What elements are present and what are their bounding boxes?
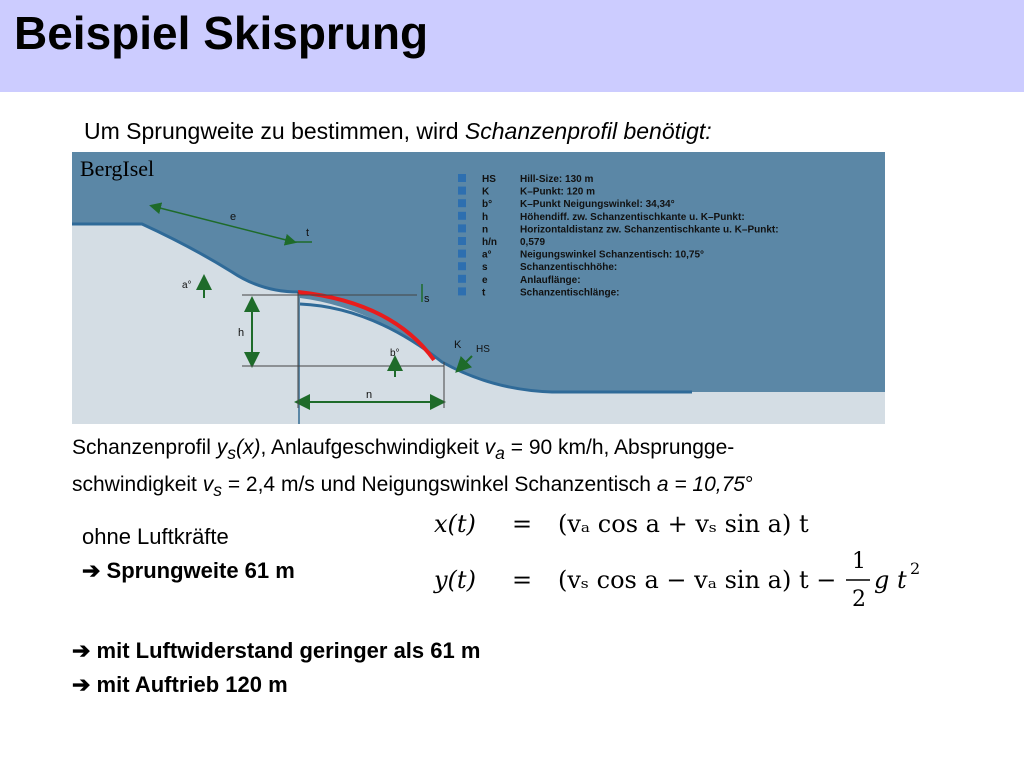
- slide-title: Beispiel Skisprung: [14, 7, 429, 59]
- title-bar: [0, 0, 1024, 92]
- caption-part1: Schanzenprofil: [72, 436, 217, 459]
- legend-key: s: [482, 262, 488, 274]
- legend-swatch: [458, 250, 466, 258]
- legend-description: Horizontaldistanz zw. Schanzentischkante u. K–Punkt:: [520, 224, 779, 236]
- caption-angle: a = 10,75: [656, 473, 745, 497]
- arrow-icon: ➔: [72, 672, 91, 697]
- caption-degree: °: [744, 473, 754, 497]
- caption-part3: = 90 km/h, Absprungge-: [504, 436, 735, 459]
- legend-key: b°: [482, 199, 493, 211]
- legend-key: K: [482, 186, 490, 198]
- equations: [430, 500, 930, 620]
- legend-description: Anlauflänge:: [520, 274, 581, 286]
- ski-jump-profile-figure: [72, 152, 885, 424]
- legend-swatch: [458, 199, 466, 207]
- conclusion-drag-text: mit Luftwiderstand geringer als 61 m: [90, 638, 481, 663]
- eq-y-equals: =: [512, 566, 533, 594]
- legend-key: a°: [482, 249, 492, 261]
- legend-swatch: [458, 275, 466, 283]
- label-a: a°: [182, 280, 192, 291]
- eq-y-rhs: (vₛ cos a − vₐ sin a) t −: [558, 566, 837, 594]
- label-n: n: [366, 389, 373, 401]
- label-k: K: [454, 339, 462, 351]
- caption-ys-arg: (x): [236, 436, 261, 459]
- caption-part4: schwindigkeit: [72, 473, 203, 497]
- no-air-result-text: Sprungweite 61 m: [100, 558, 295, 583]
- caption-ys: y: [216, 436, 228, 459]
- label-hs: HS: [476, 344, 490, 355]
- label-b: b°: [390, 348, 400, 359]
- label-s: s: [424, 293, 430, 305]
- legend-swatch: [458, 224, 466, 232]
- legend-key: t: [482, 287, 486, 299]
- legend-description: K–Punkt: 120 m: [520, 186, 596, 198]
- legend-description: K–Punkt Neigungswinkel: 34,34°: [520, 199, 675, 211]
- eq-frac-num: 1: [852, 549, 866, 574]
- no-air-label: ohne Luftkräfte: [82, 524, 229, 549]
- conclusion-lift-text: mit Auftrieb 120 m: [90, 672, 288, 697]
- legend-description: 0,579: [520, 237, 546, 248]
- label-h: h: [238, 327, 245, 339]
- legend-description: Hill-Size: 130 m: [520, 174, 594, 185]
- legend-swatch: [458, 262, 466, 270]
- eq-frac-den: 2: [852, 587, 866, 612]
- legend-swatch: [458, 187, 466, 195]
- conclusions: [72, 634, 480, 702]
- legend-description: Schanzentischhöhe:: [520, 262, 618, 274]
- caption: [72, 432, 912, 506]
- intro-italic: Schanzenprofil benötigt:: [464, 118, 712, 144]
- no-air-result: [82, 554, 295, 588]
- legend-key: HS: [482, 174, 496, 185]
- legend-description: Neigungswinkel Schanzentisch: 10,75°: [520, 249, 705, 261]
- arrow-icon: ➔: [72, 638, 91, 663]
- caption-part5: = 2,4 m/s und Neigungswinkel Schanzentisch: [221, 473, 657, 497]
- eq-y-tail: g t: [874, 566, 907, 594]
- eq-x-lhs: x(t): [434, 510, 476, 538]
- intro-text: [84, 118, 712, 145]
- caption-vs-sub: s: [213, 480, 222, 501]
- eq-x-rhs: (vₐ cos a + vₛ sin a) t: [558, 510, 809, 538]
- conclusion-lift: [72, 668, 480, 702]
- eq-x-equals: =: [512, 510, 533, 538]
- intro-plain: Um Sprungweite zu bestimmen, wird: [84, 118, 465, 144]
- legend-description: Schanzentischlänge:: [520, 287, 620, 299]
- eq-exponent: 2: [910, 559, 921, 578]
- legend-key: h: [482, 211, 489, 223]
- legend-description: Höhendiff. zw. Schanzentischkante u. K–Punkt:: [520, 211, 745, 223]
- no-air-forces-block: [82, 520, 295, 588]
- legend-swatch: [458, 237, 466, 245]
- caption-part2: , Anlaufgeschwindigkeit: [260, 436, 485, 459]
- conclusion-drag: [72, 634, 480, 668]
- caption-va-sub: a: [495, 443, 505, 464]
- legend-swatch: [458, 287, 466, 295]
- caption-ys-sub: s: [227, 443, 237, 464]
- legend-key: h/n: [482, 237, 497, 248]
- venue-label: BergIsel: [80, 156, 155, 181]
- arrow-icon: ➔: [82, 558, 101, 583]
- legend-swatch: [458, 212, 466, 220]
- eq-y-lhs: y(t): [434, 566, 476, 594]
- caption-va: v: [484, 436, 496, 459]
- legend-key: n: [482, 224, 489, 236]
- legend-swatch: [458, 174, 466, 182]
- legend-key: e: [482, 274, 488, 286]
- caption-vs: v: [202, 473, 214, 497]
- label-t: t: [306, 227, 310, 239]
- label-e: e: [230, 211, 237, 223]
